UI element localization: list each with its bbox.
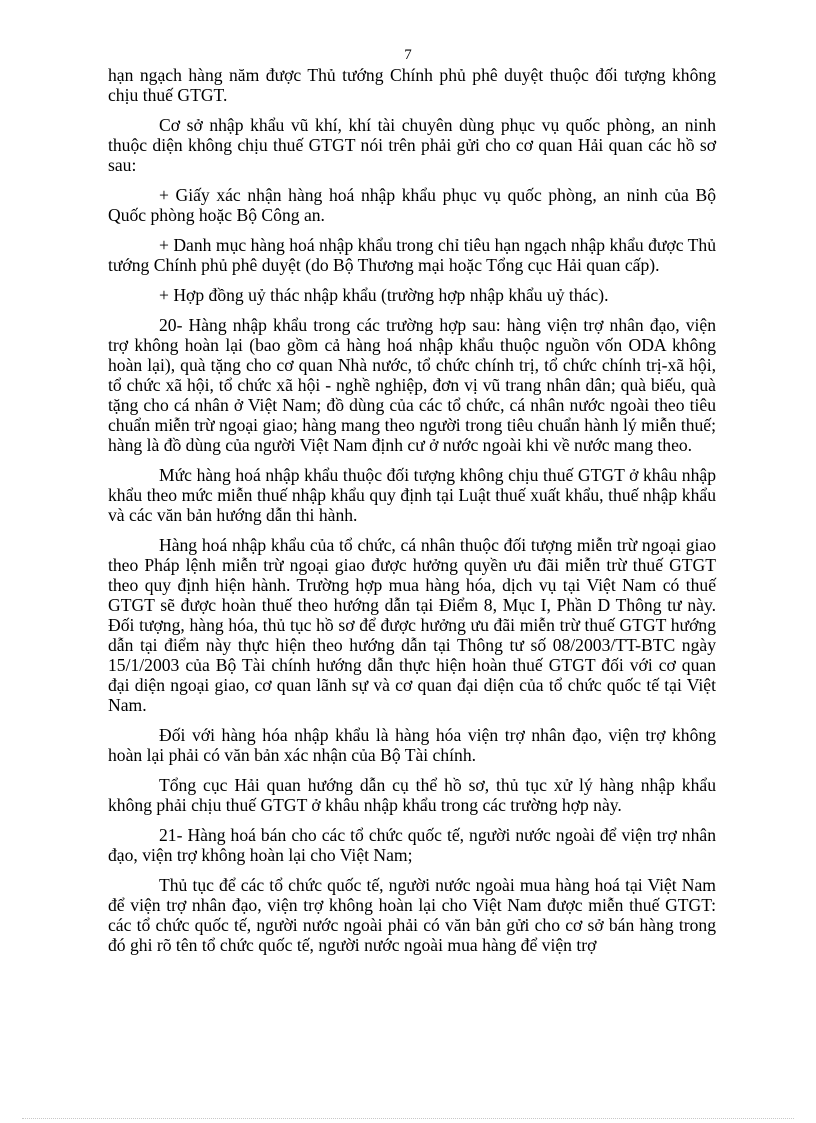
paragraph: Mức hàng hoá nhập khẩu thuộc đối tượng không chịu thuế GTGT ở khâu nhập khẩu theo mức miễn thuế nhập khẩu quy định tại Luật thuế xuất khẩu, thuế nhập khẩu và các văn bản hướng dẫn thi hành. [108,465,716,525]
paragraph: Thủ tục để các tổ chức quốc tế, người nước ngoài mua hàng hoá tại Việt Nam để viện trợ nhân đạo, viện trợ không hoàn lại cho Việt Nam được miễn thuế GTGT: các tổ chức quốc tế, người nước ngoài phải có văn bản gửi cho cơ sở bán hàng trong đó ghi rõ tên tổ chức quốc tế, người nước ngoài mua hàng để viện trợ [108,875,716,955]
document-body [108,65,716,965]
paragraph: + Hợp đồng uỷ thác nhập khẩu (trường hợp nhập khẩu uỷ thác). [159,285,609,305]
paragraph: 21- Hàng hoá bán cho các tổ chức quốc tế, người nước ngoài để viện trợ nhân đạo, viện trợ không hoàn lại cho Việt Nam; [108,825,716,865]
paragraph: 20- Hàng nhập khẩu trong các trường hợp sau: hàng viện trợ nhân đạo, viện trợ không hoàn lại (bao gồm cả hàng hoá nhập khẩu thuộc nguồn vốn ODA không hoàn lại), quà tặng cho cơ quan Nhà nước, tổ chức chính trị, tổ chức chính trị-xã hội, tổ chức xã hội, tổ chức xã hội - nghề nghiệp, đơn vị vũ trang nhân dân; quà biếu, quà tặng cho cá nhân ở Việt Nam; đồ dùng của các tổ chức, cá nhân nước ngoài theo tiêu chuẩn miễn trừ ngoại giao; hàng mang theo người trong tiêu chuẩn hành lý miễn thuế; hàng là đồ dùng của người Việt Nam định cư ở nước ngoài khi về nước mang theo. [108,315,716,455]
page-number: 7 [404,47,412,63]
paragraph: Đối với hàng hóa nhập khẩu là hàng hóa viện trợ nhân đạo, viện trợ không hoàn lại phải có văn bản xác nhận của Bộ Tài chính. [108,725,716,765]
paragraph: + Giấy xác nhận hàng hoá nhập khẩu phục vụ quốc phòng, an ninh của Bộ Quốc phòng hoặc Bộ Công an. [108,185,716,225]
paragraph: + Danh mục hàng hoá nhập khẩu trong chỉ tiêu hạn ngạch nhập khẩu được Thủ tướng Chính phủ phê duyệt (do Bộ Thương mại hoặc Tổng cục Hải quan cấp). [108,235,716,275]
paragraph: Cơ sở nhập khẩu vũ khí, khí tài chuyên dùng phục vụ quốc phòng, an ninh thuộc diện không chịu thuế GTGT nói trên phải gửi cho cơ quan Hải quan các hồ sơ sau: [108,115,716,175]
paragraph: Tổng cục Hải quan hướng dẫn cụ thể hồ sơ, thủ tục xử lý hàng nhập khẩu không phải chịu thuế GTGT ở khâu nhập khẩu trong các trường hợp này. [108,775,716,815]
paragraph: Hàng hoá nhập khẩu của tổ chức, cá nhân thuộc đối tượng miễn trừ ngoại giao theo Pháp lệnh miễn trừ ngoại giao được hưởng quyền ưu đãi miễn trừ thuế GTGT theo quy định hiện hành. Trường hợp mua hàng hóa, dịch vụ tại Việt Nam có thuế GTGT sẽ được hoàn thuế theo hướng dẫn tại Điểm 8, Mục I, Phần D Thông tư này. Đối tượng, hàng hóa, thủ tục hồ sơ để được hưởng ưu đãi miễn trừ thuế GTGT hướng dẫn tại điểm này thực hiện theo hướng dẫn tại Thông tư số 08/2003/TT-BTC ngày 15/1/2003 của Bộ Tài chính hướng dẫn thực hiện hoàn thuế GTGT đối với cơ quan đại diện ngoại giao, cơ quan lãnh sự và cơ quan đại diện của tổ chức quốc tế tại Việt Nam. [108,535,716,715]
paragraph: hạn ngạch hàng năm được Thủ tướng Chính phủ phê duyệt thuộc đối tượng không chịu thuế GTGT. [108,65,716,105]
page-bottom-divider [22,1118,794,1119]
